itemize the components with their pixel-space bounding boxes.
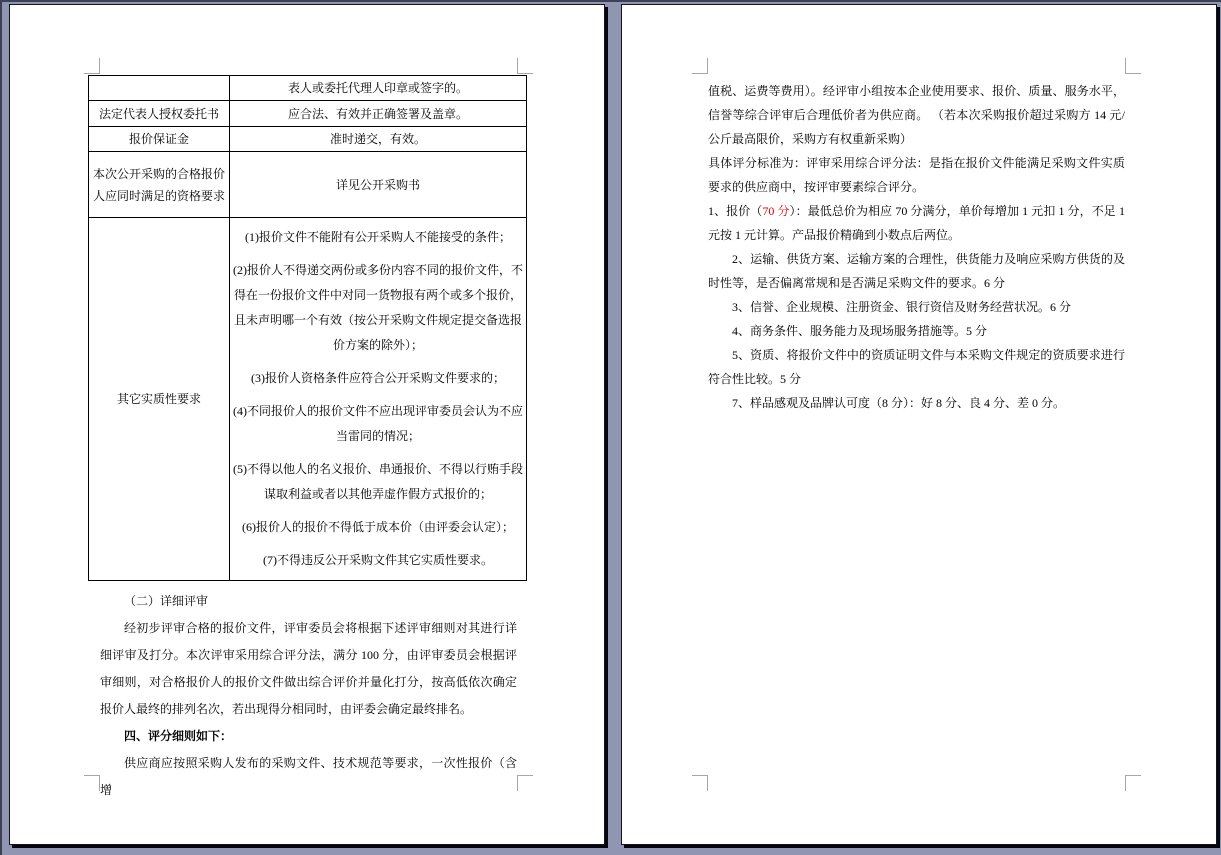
row-label-cell: 报价保证金	[89, 127, 230, 152]
score-item: 4、商务条件、服务能力及现场服务措施等。5 分	[732, 324, 988, 338]
margin-crop-mark	[692, 58, 708, 74]
table-row	[89, 76, 527, 101]
row-value-cell: 表人或委托代理人印章或签字的。	[230, 76, 527, 101]
row-label-cell	[89, 76, 230, 101]
paragraph: 供应商应按照采购人发布的采购文件、技术规范等要求，一次性报价（含增	[100, 756, 517, 797]
requirements-table	[88, 75, 527, 581]
substantive-item: (1)报价文件不能附有公开采购人不能接受的条件；	[245, 230, 511, 244]
paragraph: 经初步评审合格的报价文件，评审委员会将根据下述评审细则对其进行详细评审及打分。本次评审采用综合评分法，满分 100 分，由评审委员会根据评审细则，对合格报价人的报价文件做出综合评价并量化打分，按高低依次确定报价人最终的排列名次，若出现得分相同时，由评委会确定最终排名。	[100, 621, 517, 716]
substantive-item: (6)报价人的报价不得低于成本价（由评委会认定）；	[242, 520, 514, 534]
table-row	[89, 101, 527, 127]
document-page-1[interactable]	[9, 4, 605, 845]
substantive-item: (4)不同报价人的报价文件不应出现评审委员会认为不应当雷同的情况；	[233, 404, 523, 443]
row-label-cell: 法定代表人授权委托书	[89, 101, 230, 127]
paragraph: 具体评分标准为：评审采用综合评分法：是指在报价文件能满足采购文件实质要求的供应商中，按评审要素综合评分。	[708, 156, 1125, 194]
section-heading: 四、评分细则如下：	[124, 729, 233, 743]
score-item-price-post: ）：最低总价为相应 70 分满分，单价每增加 1 元扣 1 分，不足 1 元按 1 元计算。产品报价精确到小数点后两位。	[708, 204, 1125, 242]
score-item-price-pre: 1、报价（	[708, 204, 763, 218]
substantive-item: (7)不得违反公开采购文件其它实质性要求。	[263, 553, 493, 567]
score-item-price	[708, 199, 1125, 247]
row-value-cell: 详见公开采购书	[230, 152, 527, 218]
substantive-item: (2)报价人不得递交两份或多份内容不同的报价文件，不得在一份报价文件中对同一货物报有两个或多个报价，且未声明哪一个有效（按公开采购文件规定提交备选报价方案的除外）；	[233, 263, 523, 352]
row-label-cell: 其它实质性要求	[89, 218, 230, 581]
row-value-cell: 准时递交，有效。	[230, 127, 527, 152]
margin-crop-mark	[84, 775, 100, 791]
paragraph: 值税、运费等费用）。经评审小组按本企业使用要求、报价、质量、服务水平，信誉等综合评审后合理低价者为供应商。 （若本次采购报价超过采购方 14 元/公斤最高限价，采购方有权重新采购）	[708, 84, 1125, 146]
substantive-item: (3)报价人资格条件应符合公开采购文件要求的；	[251, 371, 505, 385]
margin-crop-mark	[84, 58, 100, 74]
document-page-2[interactable]	[621, 4, 1217, 845]
score-item-price-red: 70 分	[762, 204, 790, 218]
table-row	[89, 218, 527, 581]
section-heading: （二）详细评审	[124, 594, 209, 608]
row-value-cell	[230, 218, 527, 581]
table-row	[89, 127, 527, 152]
row-label-cell: 本次公开采购的合格报价人应同时满足的资格要求	[89, 152, 230, 218]
table-row	[89, 152, 527, 218]
row-value-cell: 应合法、有效并正确签署及盖章。	[230, 101, 527, 127]
margin-crop-mark	[692, 775, 708, 791]
page2-body-text	[708, 79, 1125, 415]
margin-crop-mark	[1125, 58, 1141, 74]
score-item: 2、运输、供货方案、运输方案的合理性，供货能力及响应采购方供货的及时性等，是否偏离常规和是否满足采购文件的要求。6 分	[708, 252, 1125, 290]
score-item: 3、信誉、企业规模、注册资金、银行资信及财务经营状况。6 分	[732, 300, 1072, 314]
margin-crop-mark	[517, 775, 533, 791]
margin-crop-mark	[517, 58, 533, 74]
substantive-item: (5)不得以他人的名义报价、串通报价、不得以行贿手段谋取利益或者以其他弄虚作假方式报价的；	[233, 462, 523, 501]
score-item: 5、资质、将报价文件中的资质证明文件与本采购文件规定的资质要求进行符合性比较。5 分	[708, 348, 1125, 386]
margin-crop-mark	[1125, 775, 1141, 791]
score-item: 7、样品感观及品牌认可度（8 分）：好 8 分、良 4 分、差 0 分。	[732, 396, 1066, 410]
page1-body-text	[100, 588, 517, 804]
